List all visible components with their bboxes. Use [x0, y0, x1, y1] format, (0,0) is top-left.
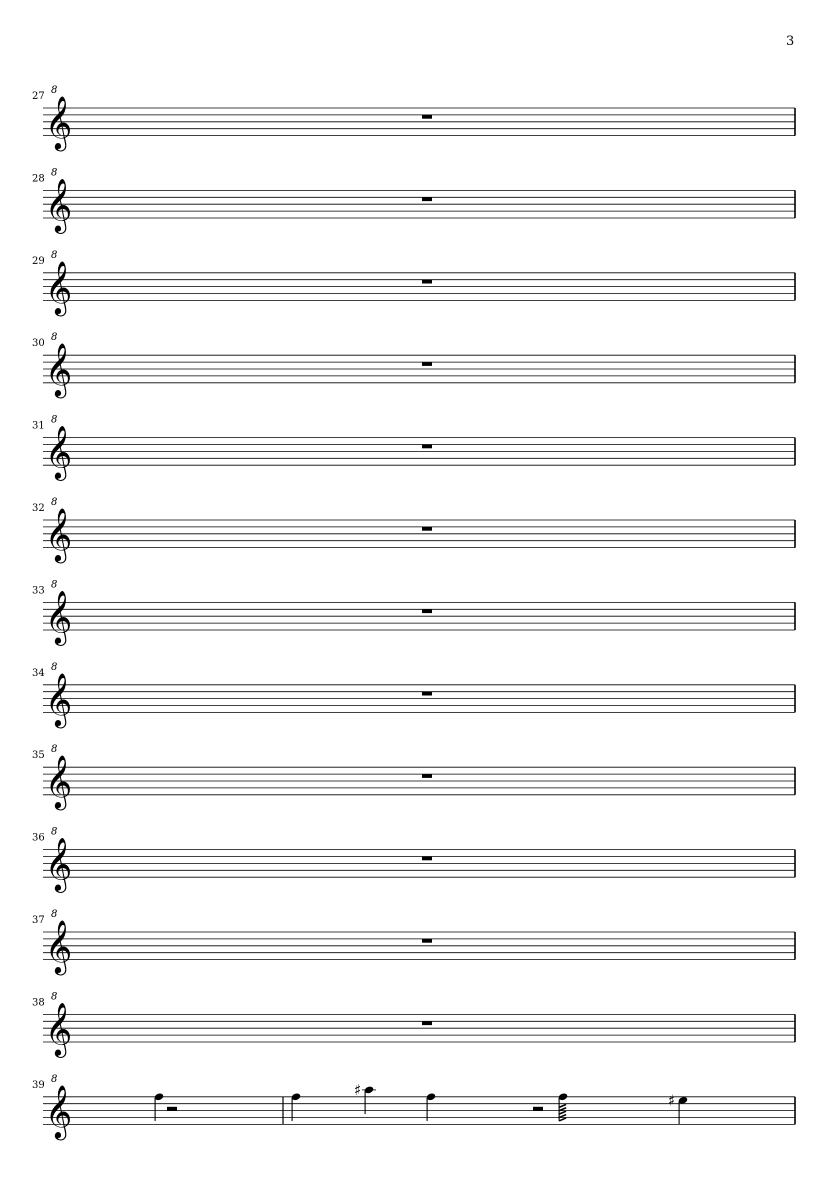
measure-number: 32 [32, 503, 45, 514]
treble-clef-icon: 𝄞 [45, 424, 73, 479]
measure-number: 33 [32, 585, 45, 597]
measure-number: 31 [32, 420, 45, 432]
whole-rest [422, 445, 432, 449]
treble-clef-icon: 𝄞 [45, 507, 73, 561]
staff-system [32, 827, 795, 893]
treble-clef-icon: 𝄞 [45, 754, 73, 809]
octave-mark: 8 [51, 414, 58, 426]
staff-system [32, 332, 795, 398]
octave-mark: 8 [51, 744, 58, 756]
measure-number: 38 [32, 997, 45, 1009]
measure-number: 27 [32, 91, 45, 102]
whole-rest [422, 774, 432, 778]
sharp-accidental: ♯ [354, 1080, 362, 1099]
staff-system [32, 991, 795, 1057]
measure-number: 30 [32, 338, 45, 350]
staff-system [32, 744, 795, 810]
whole-rest [422, 939, 432, 943]
whole-rest [422, 197, 432, 201]
octave-mark: 8 [51, 85, 58, 96]
treble-clef-icon: 𝄞 [45, 259, 73, 314]
treble-clef-icon: 𝄞 [45, 1001, 73, 1056]
whole-rest [422, 280, 432, 284]
staff-system [32, 85, 795, 151]
whole-rest [422, 527, 432, 531]
treble-clef-icon: 𝄞 [45, 919, 73, 973]
octave-mark: 8 [51, 167, 58, 179]
note-flag [559, 1111, 566, 1114]
staff-system [32, 662, 795, 728]
staff-system [32, 579, 795, 645]
treble-clef-icon: 𝄞 [45, 342, 73, 397]
octave-mark: 8 [51, 826, 58, 838]
page-number: 3 [786, 34, 795, 49]
measure-number: 34 [32, 667, 45, 679]
treble-clef-icon: 𝄞 [45, 589, 73, 644]
whole-rest [422, 692, 432, 696]
staff-system [32, 1074, 795, 1140]
sharp-accidental: ♯ [668, 1091, 676, 1110]
octave-mark: 8 [51, 249, 58, 261]
octave-mark: 8 [51, 909, 58, 920]
measure-number: 35 [32, 750, 45, 762]
staff-system [32, 415, 795, 481]
octave-mark: 8 [51, 332, 58, 344]
measure-number: 37 [32, 915, 45, 926]
staff-system [32, 167, 795, 233]
whole-rest [422, 362, 432, 366]
treble-clef-icon: 𝄞 [45, 836, 73, 891]
half-rest [167, 1107, 177, 1111]
staff-system [32, 250, 795, 316]
whole-rest [422, 1021, 432, 1025]
treble-clef-icon: 𝄞 [45, 671, 73, 726]
note-flag [559, 1104, 566, 1107]
measure-number: 39 [32, 1079, 45, 1091]
octave-mark: 8 [51, 661, 58, 673]
measure-number: 36 [32, 832, 45, 844]
measure-number: 29 [32, 255, 45, 267]
whole-rest [422, 857, 432, 861]
whole-rest [422, 115, 432, 119]
treble-clef-icon: 𝄞 [45, 95, 73, 149]
staff-system [32, 909, 795, 975]
octave-mark: 8 [51, 1073, 58, 1085]
treble-clef-icon: 𝄞 [45, 177, 73, 232]
half-rest [533, 1107, 543, 1111]
octave-mark: 8 [51, 579, 58, 591]
staff-system [32, 497, 795, 563]
octave-mark: 8 [51, 991, 58, 1003]
treble-clef-icon: 𝄞 [45, 1083, 73, 1138]
measure-number: 28 [32, 173, 45, 185]
whole-rest [422, 609, 432, 613]
note-flag [559, 1118, 566, 1121]
octave-mark: 8 [51, 497, 58, 508]
